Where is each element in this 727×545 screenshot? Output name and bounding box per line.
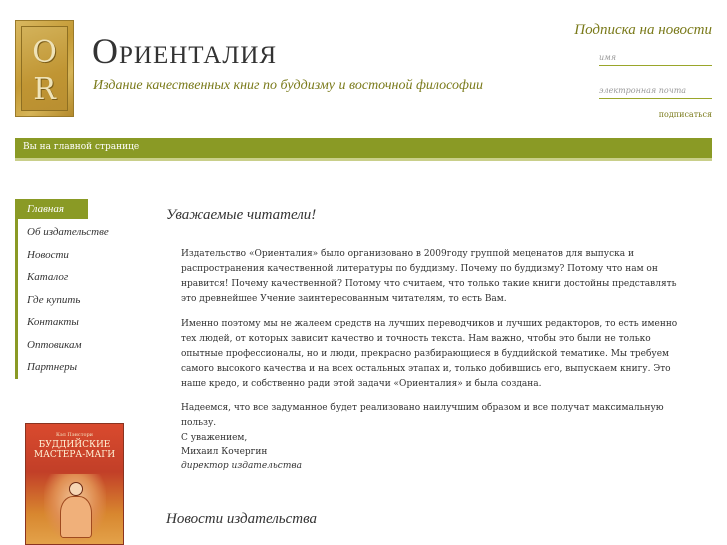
site-tagline: Издание качественных книг по буддизму и восточной философии — [93, 78, 483, 93]
nav-item-about[interactable]: Об издательстве — [27, 226, 109, 238]
subscribe-title: Подписка на новости — [574, 22, 712, 38]
breadcrumb-text: Вы на главной странице — [23, 142, 140, 152]
logo-letter-o: O — [32, 35, 57, 70]
nav-item-catalog[interactable]: Каталог — [27, 271, 69, 283]
intro-paragraph-1: Издательство «Ориенталия» было организовано в 2009году группой меценатов для выпуска и распространения качественной литературы по буддизму. Почему по буддизму? Потому что нам он нравится! Почему качественной? Потому что считаем, что только такие книги достойны представлять это древнейшее Учение заинтересованным читателям, то есть Вам. — [181, 249, 677, 304]
book-figure-body — [60, 496, 92, 538]
nav-item-wholesale[interactable]: Оптовикам — [27, 338, 82, 351]
nav-item-home[interactable]: Главная — [18, 199, 88, 219]
nav-item-where-to-buy[interactable]: Где купить — [27, 293, 81, 306]
signature-role: директор издательства — [181, 461, 302, 471]
book-illustration — [44, 474, 106, 542]
signature-greeting: С уважением, — [181, 433, 248, 443]
site-title: Ориенталия — [92, 31, 278, 71]
nav-item-news[interactable]: Новости — [27, 248, 69, 261]
book-author: Кэл Пэнстори — [55, 432, 94, 438]
site-logo[interactable] — [15, 20, 74, 117]
intro-paragraph-3: Надеемся, что все задуманное будет реализовано наилучшим образом и все получат максимальную пользу. — [181, 403, 664, 428]
news-heading: Новости издательства — [166, 511, 318, 527]
featured-book-cover[interactable] — [25, 423, 124, 545]
subscribe-email-input[interactable] — [599, 82, 712, 99]
signature-name: Михаил Кочергин — [181, 447, 268, 457]
book-title: БУДДИЙСКИЕ МАСТЕРА-МАГИ — [33, 440, 116, 460]
signature — [181, 431, 302, 473]
page-heading: Уважаемые читатели! — [166, 207, 317, 223]
intro-paragraph-2: Именно поэтому мы не жалеем средств на лучших переводчиков и лучших редакторов, то есть именно тех людей, от которых зависит качество и точность текста. Нам важно, чтобы это были не только опытные профессионалы, но и люди, прекрасно разбирающиеся в буддийской тематике. Мы требуем самого высокого качества и на всех остальных этапах и, только добившись его, выпускаем книгу. Это наше кредо, и собственно ради этой задачи «Ориенталия» и была создана. — [181, 319, 678, 389]
logo-frame — [21, 26, 68, 111]
nav-item-partners[interactable]: Партнеры — [27, 361, 78, 373]
logo-letter-r: R — [33, 72, 56, 107]
breadcrumb — [15, 138, 712, 161]
nav-item-contacts[interactable]: Контакты — [27, 316, 79, 328]
subscribe-name-input[interactable] — [599, 49, 712, 66]
sidebar-nav — [15, 199, 143, 379]
book-figure-head — [69, 482, 83, 496]
subscribe-button[interactable]: подписаться — [658, 110, 712, 119]
